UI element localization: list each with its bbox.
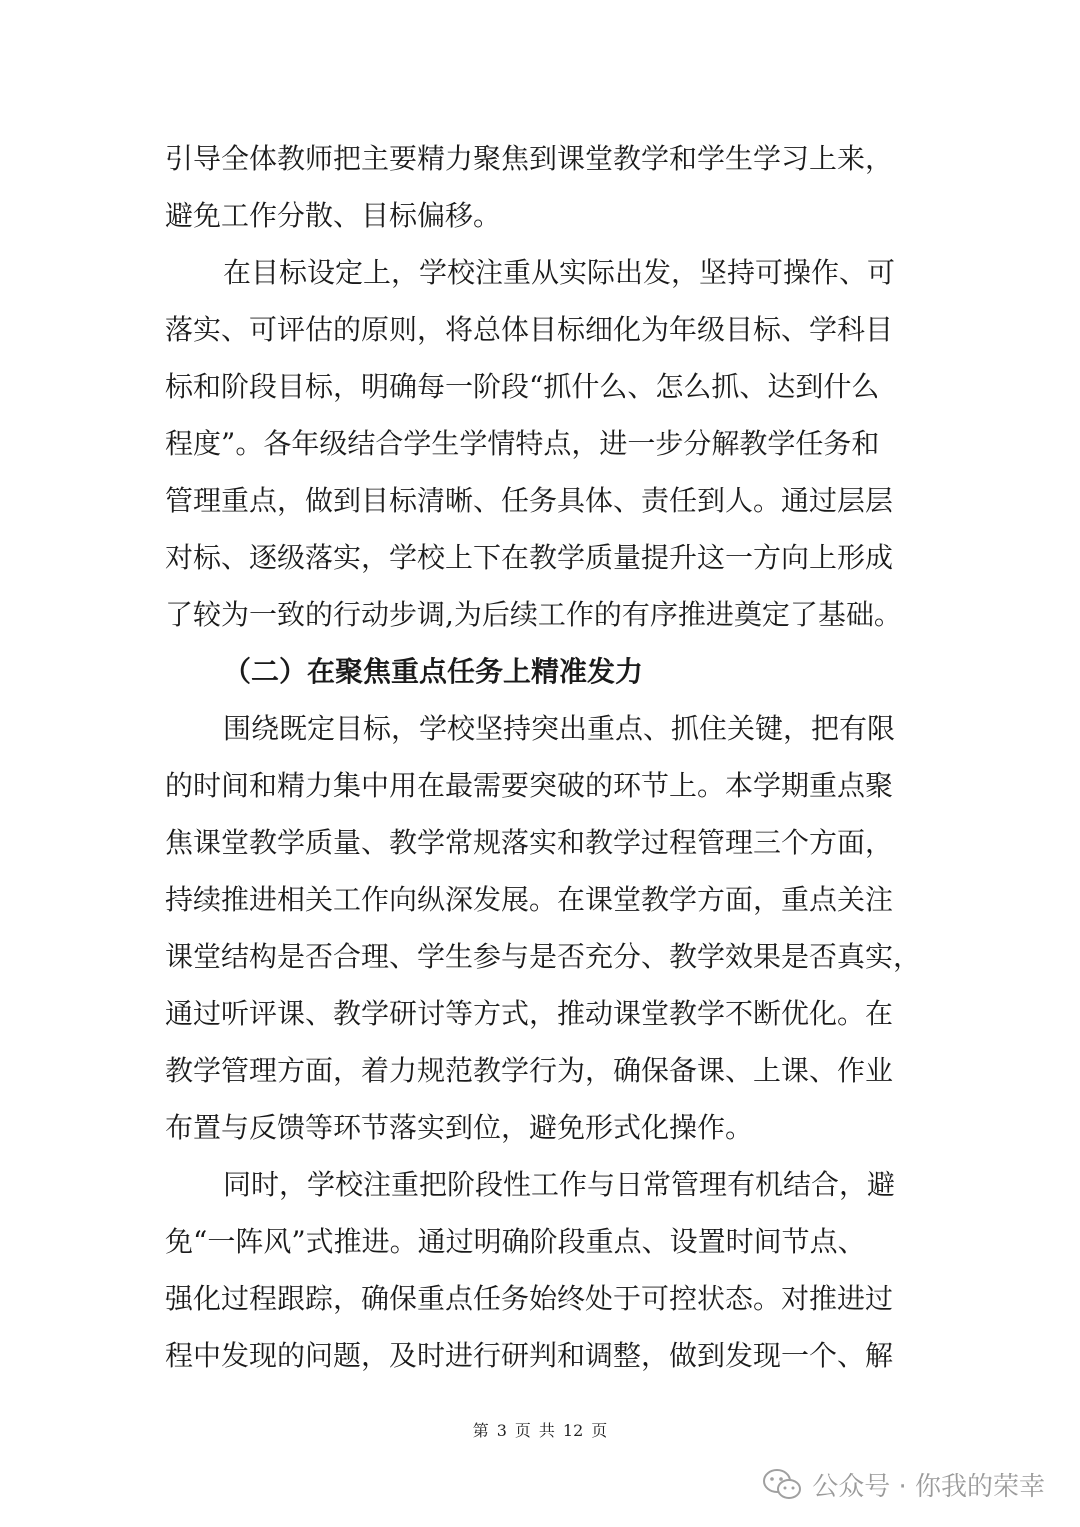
text-line: 同时，学校注重把阶段性工作与日常管理有机结合，避 xyxy=(223,1168,896,1201)
text-line: 对标、逐级落实，学校上下在教学质量提升这一方向上形成 xyxy=(165,541,894,574)
watermark-text: 公众号 · 你我的荣幸 xyxy=(812,1471,1045,1502)
text-line: 引导全体教师把主要精力聚焦到课堂教学和学生学习上来， xyxy=(165,142,894,175)
footer-ye: 页 xyxy=(514,1421,531,1440)
text-line: 在目标设定上，学校注重从实际出发，坚持可操作、可 xyxy=(223,256,896,289)
footer-gong: 共 xyxy=(538,1421,555,1440)
text-line: 的时间和精力集中用在最需要突破的环节上。本学期重点聚 xyxy=(165,769,894,802)
text-line: 程度”。各年级结合学生学情特点，进一步分解教学任务和 xyxy=(165,427,880,460)
text-line: 免“一阵风”式推进。通过明确阶段重点、设置时间节点、 xyxy=(165,1225,866,1258)
text-line: 标和阶段目标，明确每一阶段“抓什么、怎么抓、达到什么 xyxy=(165,370,880,403)
page-footer xyxy=(0,1418,1080,1441)
text-line: 管理重点，做到目标清晰、任务具体、责任到人。通过层层 xyxy=(165,484,894,517)
text-line: 避免工作分散、目标偏移。 xyxy=(165,199,502,232)
footer-total-pages: 12 xyxy=(562,1421,584,1440)
text-line: 围绕既定目标，学校坚持突出重点、抓住关键，把有限 xyxy=(223,712,896,745)
document-body xyxy=(165,130,925,1384)
wechat-icon xyxy=(762,1468,802,1500)
text-line: 程中发现的问题，及时进行研判和调整，做到发现一个、解 xyxy=(165,1339,894,1372)
text-line: 通过听评课、教学研讨等方式，推动课堂教学不断优化。在 xyxy=(165,997,894,1030)
footer-ye2: 页 xyxy=(591,1421,608,1440)
text-line: 落实、可评估的原则，将总体目标细化为年级目标、学科目 xyxy=(165,313,894,346)
footer-page-number: 3 xyxy=(496,1421,507,1440)
text-line: 了较为一致的行动步调,为后续工作的有序推进奠定了基础。 xyxy=(165,598,902,631)
text-line: 课堂结构是否合理、学生参与是否充分、教学效果是否真实， xyxy=(165,940,922,973)
text-line: 持续推进相关工作向纵深发展。在课堂教学方面，重点关注 xyxy=(165,883,894,916)
watermark xyxy=(762,1462,1045,1506)
text-line: 焦课堂教学质量、教学常规落实和教学过程管理三个方面， xyxy=(165,826,894,859)
footer-di: 第 xyxy=(472,1421,489,1440)
section-heading: （二）在聚焦重点任务上精准发力 xyxy=(223,655,644,688)
text-line: 强化过程跟踪，确保重点任务始终处于可控状态。对推进过 xyxy=(165,1282,894,1315)
text-line: 教学管理方面，着力规范教学行为，确保备课、上课、作业 xyxy=(165,1054,894,1087)
text-line: 布置与反馈等环节落实到位，避免形式化操作。 xyxy=(165,1111,754,1144)
